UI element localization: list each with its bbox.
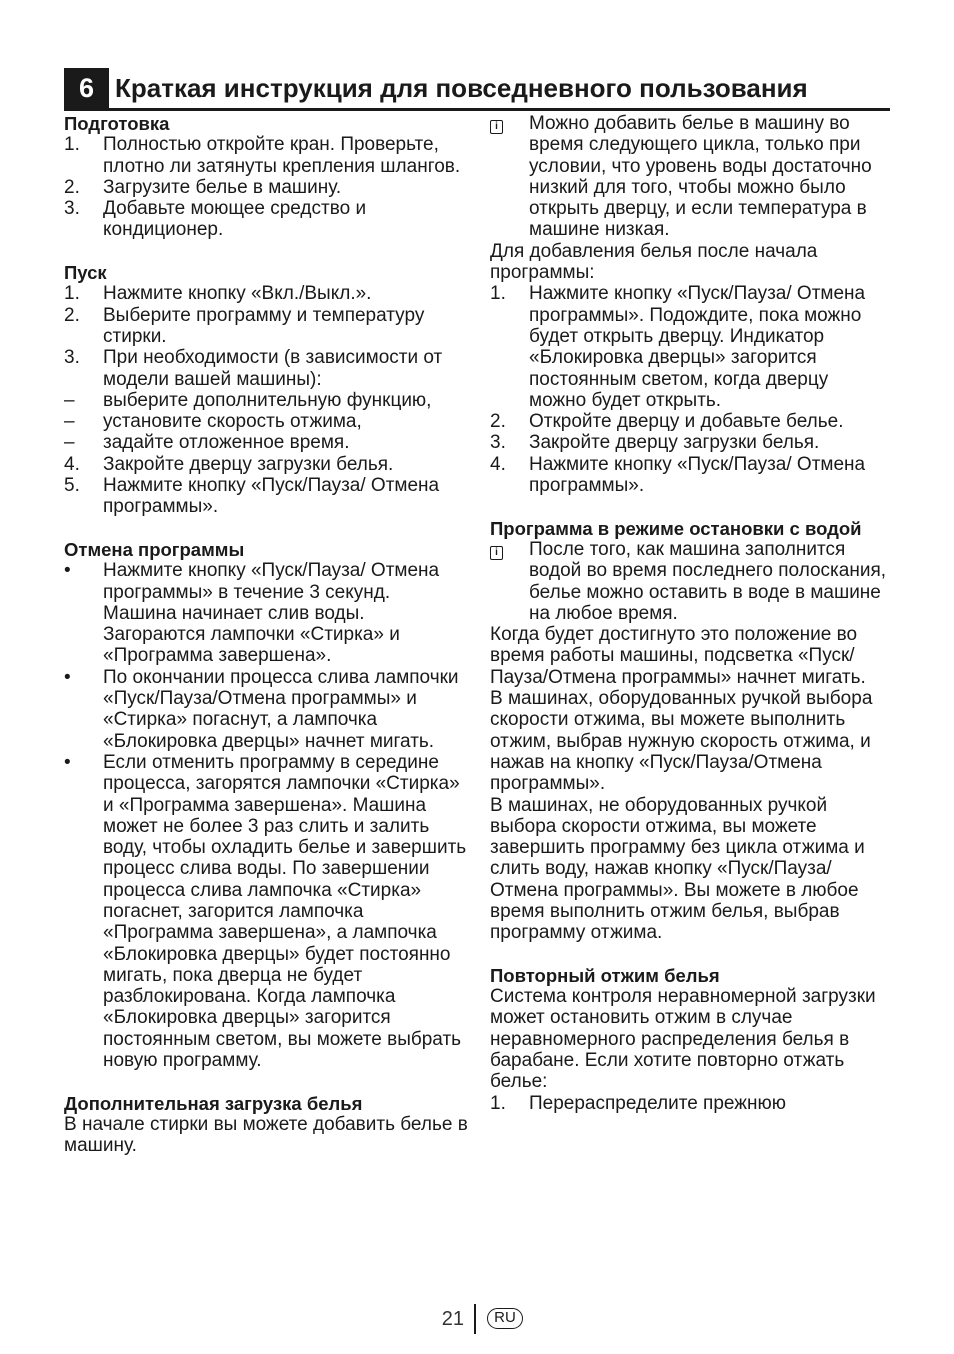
list-item	[64, 475, 468, 518]
item-marker: –	[64, 411, 75, 433]
heading-start: Пуск	[64, 262, 107, 284]
item-text: При необходимости (в зависимости от модели вашей машины):	[103, 347, 443, 390]
heading-water-stop: Программа в режиме остановки с водой	[490, 517, 862, 539]
item-marker: 1.	[490, 283, 506, 305]
note-text: После того, как машина заполнится водой во время последнего полоскания, белье можно оставить в воде в машине на любое время.	[529, 538, 887, 624]
list-item	[64, 667, 468, 752]
item-marker: 5.	[64, 475, 80, 497]
language-badge: RU	[487, 1308, 523, 1329]
item-marker: 4.	[490, 453, 506, 475]
list-item	[64, 305, 468, 348]
info-note	[490, 539, 890, 624]
list-item	[490, 454, 890, 497]
list-item	[64, 752, 468, 1071]
item-text: Нажмите кнопку «Пуск/Пауза/ Отмена программы».	[529, 453, 866, 497]
item-text: выберите дополнительную функцию,	[103, 389, 432, 411]
right-column	[490, 113, 890, 1114]
item-text: Добавьте моющее средство и кондиционер.	[103, 198, 367, 241]
item-text: Загрузите белье в машину.	[103, 176, 342, 198]
item-marker: 2.	[490, 411, 506, 433]
list-item	[64, 347, 468, 390]
section-number: 6	[64, 68, 109, 108]
item-marker: •	[64, 666, 71, 688]
item-text: Нажмите кнопку «Пуск/Пауза/ Отмена программы».	[103, 475, 440, 518]
page-number: 21	[441, 1308, 464, 1330]
item-text: Закройте дверцу загрузки белья.	[529, 432, 820, 454]
item-text: Полностью откройте кран. Проверьте, плотно ли затянуты крепления шлангов.	[103, 134, 461, 177]
list-item	[64, 283, 468, 304]
item-marker: •	[64, 560, 71, 582]
list-item	[490, 1093, 890, 1114]
heading-preparation: Подготовка	[64, 113, 170, 134]
paragraph: Когда будет достигнуто это положение во время работы машины, подсветка «Пуск/Пауза/Отмена программы» начнет мигать.	[490, 624, 866, 688]
section-title: Краткая инструкция для повседневного пользования	[115, 73, 808, 103]
item-marker: 3.	[64, 198, 80, 220]
list-item	[64, 134, 468, 177]
list-item	[490, 283, 890, 411]
item-marker: 1.	[64, 134, 80, 156]
item-text: задайте отложенное время.	[103, 432, 350, 454]
list-item	[64, 177, 468, 198]
list-item	[64, 411, 468, 432]
item-text: По окончании процесса слива лампочки «Пуск/Пауза/Отмена программы» и «Стирка» погаснут, а лампочка «Блокировка дверцы» начнет мигать.	[103, 666, 459, 752]
footer-divider	[474, 1304, 476, 1334]
list-item	[490, 411, 890, 432]
item-text: Нажмите кнопку «Пуск/Пауза/ Отмена программы». Подождите, пока можно будет открыть дверцу. Индикатор «Блокировка дверцы» загорится постоянным светом, когда дверцу можно будет открыть.	[529, 283, 866, 411]
item-text: Закройте дверцу загрузки белья.	[103, 453, 394, 475]
item-marker: 3.	[64, 347, 80, 369]
heading-cancel-program: Отмена программы	[64, 538, 245, 560]
list-item	[490, 432, 890, 453]
section-header	[64, 68, 890, 111]
item-text: Нажмите кнопку «Вкл./Выкл.».	[103, 283, 372, 305]
item-marker: •	[64, 751, 71, 773]
item-marker: –	[64, 432, 75, 454]
paragraph: Для добавления белья после начала программы:	[490, 240, 818, 284]
heading-respin: Повторный отжим белья	[490, 964, 720, 986]
list-item	[64, 198, 468, 241]
heading-additional-load: Дополнительная загрузка белья	[64, 1092, 363, 1114]
item-marker: 2.	[64, 176, 80, 198]
info-icon: i	[490, 546, 503, 560]
note-text: Можно добавить белье в машину во время следующего цикла, только при условии, что уровень воды достаточно низкий для того, чтобы можно было открыть дверцу, и если температура в машине низкая.	[529, 113, 872, 241]
paragraph: В машинах, не оборудованных ручкой выбора скорости отжима, вы можете завершить программу без цикла отжима и слить воду, нажав кнопку «Пуск/Пауза/Отмена программы». Вы можете в любое время выполнить отжим белья, выбрав программу отжима.	[490, 794, 865, 944]
paragraph: В машинах, оборудованных ручкой выбора скорости отжима, вы можете выполнить отжим, выбрав нужную скорость отжима, и нажав на кнопку «Пуск/Пауза/Отмена программы».	[490, 688, 873, 795]
item-marker: 3.	[490, 432, 506, 454]
list-item	[64, 454, 468, 475]
list-item	[64, 432, 468, 453]
item-marker: –	[64, 389, 75, 411]
item-text: установите скорость отжима,	[103, 411, 362, 433]
item-text: Перераспределите прежнюю	[529, 1092, 786, 1114]
item-text: Если отменить программу в середине процесса, загорятся лампочки «Стирка» и «Программа завершена». Машина может не более 3 раз слить и залить воду, чтобы охладить белье и завершить процесс слива воды. По завершении процесса слива лампочка «Стирка» погаснет, загорится лампочка «Программа завершена», а лампочка «Блокировка дверцы» будет постоянно мигать, пока дверца не будет разблокирована. Когда лампочка «Блокировка дверцы» загорится постоянным светом, вы можете выбрать новую программу.	[103, 751, 467, 1072]
page-footer	[0, 1304, 954, 1334]
info-icon: i	[490, 120, 503, 134]
item-marker: 2.	[64, 304, 80, 326]
item-text: Откройте дверцу и добавьте белье.	[529, 411, 844, 433]
item-text: Выберите программу и температуру стирки.	[103, 304, 425, 347]
item-marker: 4.	[64, 453, 80, 475]
list-item	[64, 390, 468, 411]
info-note	[490, 113, 890, 241]
left-column	[64, 113, 468, 1157]
item-text: Нажмите кнопку «Пуск/Пауза/ Отмена программы» в течение 3 секунд. Машина начинает слив воды. Загораются лампочки «Стирка» и «Программа завершена».	[103, 560, 440, 667]
paragraph: В начале стирки вы можете добавить белье в машину.	[64, 1113, 468, 1157]
list-item	[64, 560, 468, 666]
item-marker: 1.	[64, 283, 80, 305]
paragraph: Система контроля неравномерной загрузки может остановить отжим в случае неравномерного распределения белья в барабане. Если хотите повторно отжать белье:	[490, 986, 876, 1093]
item-marker: 1.	[490, 1092, 506, 1114]
